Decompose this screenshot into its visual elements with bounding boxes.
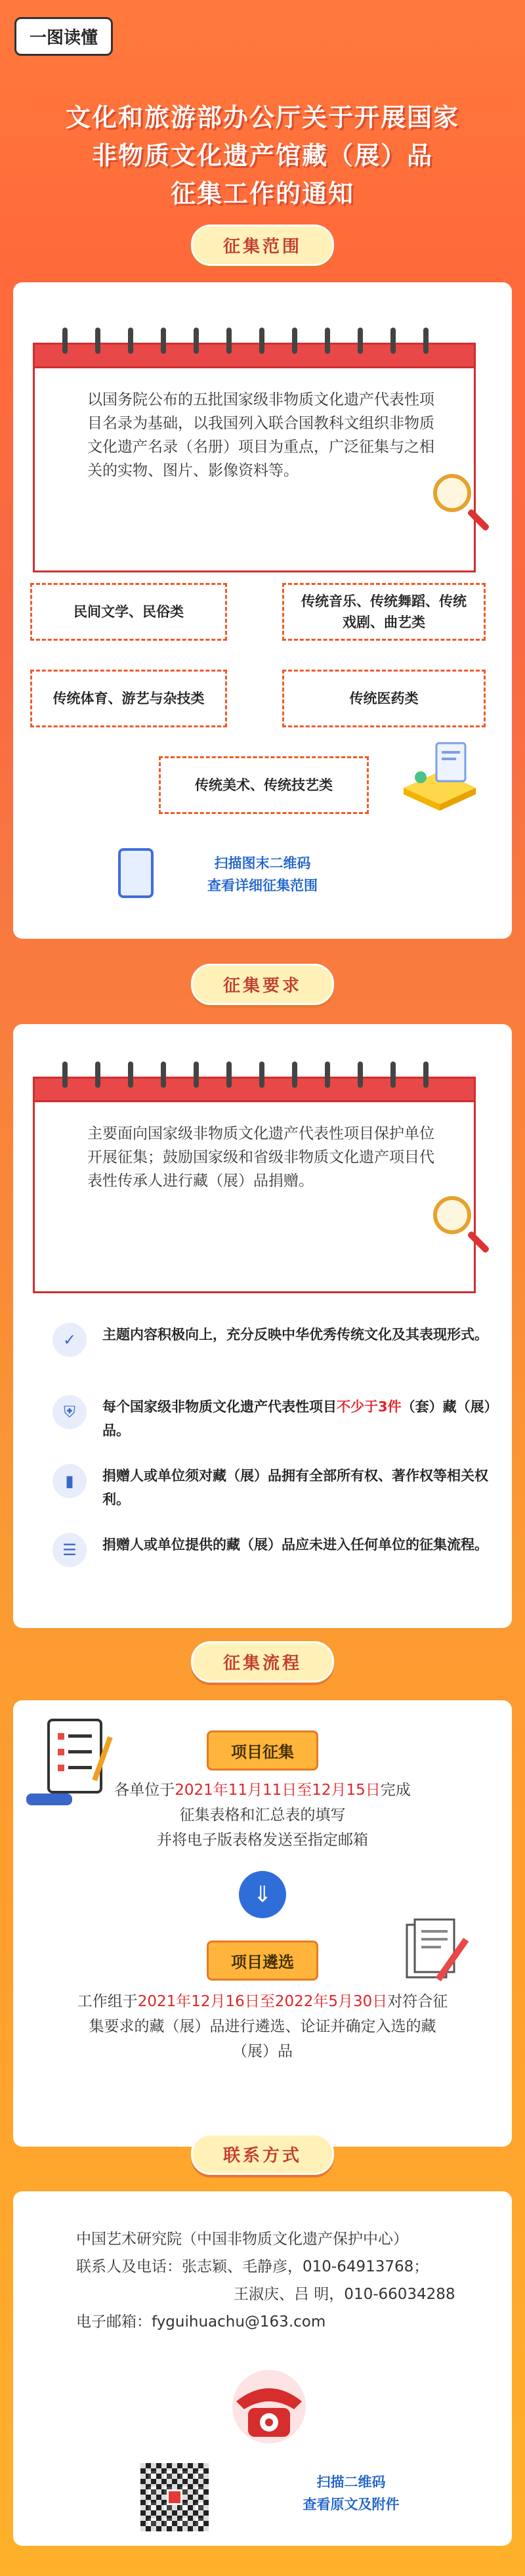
category-medicine: 传统医药类 [282, 670, 486, 727]
contact-details [76, 2225, 455, 2336]
telephone-icon [217, 2369, 322, 2447]
requirement-text: 每个国家级非物质文化遗产代表性项目不少于3件（套）藏（展）品。 [102, 1399, 498, 1438]
section-heading-contact: 联系方式 [191, 2134, 334, 2175]
requirements-card [13, 1024, 512, 1628]
calendar-header-bar [35, 345, 474, 368]
title-line-1: 文化和旅游部办公厅关于开展国家 [65, 103, 459, 132]
requirement-text: 捐赠人或单位须对藏（展）品拥有全部所有权、著作权等相关权利。 [102, 1468, 488, 1507]
step-description-collection: 各单位于2021年11月11日至12月15日完成 征集表格和汇总表的填写 并将电子版表格发送至指定邮箱 [114, 1782, 411, 1849]
requirements-calendar [33, 1077, 476, 1293]
title-line-3: 征集工作的通知 [170, 179, 354, 208]
contact-scan-hint [276, 2471, 427, 2516]
category-music-dance-opera: 传统音乐、传统舞蹈、传统戏剧、曲艺类 [282, 583, 486, 641]
contact-people-2: 王淑庆、吕 明，010-66034288 [234, 2286, 455, 2303]
title-line-2: 非物质文化遗产馆藏（展）品 [91, 141, 433, 170]
requirements-description: 主要面向国家级非物质文化遗产代表性项目保护单位开展征集；鼓励国家级和省级非物质文化遗产项目代表性传承人进行藏（展）品捐赠。 [87, 1125, 434, 1190]
section-heading-requirements: 征集要求 [191, 964, 334, 1005]
process-card [13, 1700, 512, 2147]
requirement-text: 捐赠人或单位提供的藏（展）品应未进入任何单位的征集流程。 [102, 1537, 488, 1553]
category-sports-acrobatics: 传统体育、游艺与杂技类 [30, 670, 227, 727]
scope-calendar [33, 343, 476, 572]
requirement-item [52, 1464, 499, 1511]
thumbs-up-icon: ✓ [52, 1323, 87, 1357]
isometric-illustration-icon [390, 735, 489, 814]
date-range-selection: 2021年12月16日至2022年5月30日 [137, 1993, 388, 2010]
arrow-down-icon: ⇓ [239, 1871, 286, 1918]
shield-icon: ⛨ [52, 1395, 87, 1429]
header-tag: 一图读懂 [14, 17, 113, 56]
contact-org: 中国艺术研究院（中国非物质文化遗产保护中心） [76, 2231, 408, 2248]
magnifier-icon [433, 1196, 471, 1234]
date-range-collection: 2021年11月11日至12月15日 [175, 1782, 381, 1799]
category-arts-crafts: 传统美术、传统技艺类 [159, 756, 369, 814]
requirement-text: 主题内容积极向上，充分反映中华优秀传统文化及其表现形式。 [102, 1327, 488, 1342]
step-label-selection: 项目遴选 [207, 1941, 318, 1981]
step-label-collection: 项目征集 [207, 1730, 318, 1771]
requirement-item [52, 1323, 499, 1357]
scan-hint-line-2: 查看原文及附件 [303, 2497, 400, 2512]
phone-scan-icon [118, 848, 154, 898]
scope-scan-hint[interactable] [184, 852, 341, 897]
scan-hint-line-1: 扫描图末二维码 [214, 855, 311, 871]
contact-people-1: 联系人及电话：张志颖、毛静彦，010-64913768； [76, 2258, 429, 2275]
step-description-selection: 工作组于2021年12月16日至2022年5月30日对符合征集要求的藏（展）品进行遴选、论证并确定入选的藏（展）品 [77, 1993, 448, 2060]
magnifier-icon [433, 474, 471, 512]
category-folk-literature: 民间文学、民俗类 [30, 583, 227, 641]
page-title [0, 98, 525, 213]
scan-hint-line-2: 查看详细征集范围 [207, 878, 318, 893]
contact-card [13, 2191, 512, 2546]
requirement-item [52, 1533, 499, 1567]
bar-chart-icon: ▮ [52, 1464, 87, 1498]
documents-pen-icon [400, 1917, 479, 1989]
scope-card [13, 282, 512, 939]
calendar-header-bar [35, 1079, 474, 1102]
requirement-highlight: 不少于3件 [337, 1399, 402, 1415]
requirement-item [52, 1395, 499, 1442]
scan-hint-line-1: 扫描二维码 [316, 2474, 386, 2490]
document-icon: ☰ [52, 1533, 87, 1567]
contact-email[interactable]: 电子邮箱：fyguihuachu@163.com [76, 2313, 326, 2330]
section-heading-scope: 征集范围 [191, 225, 334, 266]
section-heading-process: 征集流程 [191, 1641, 334, 1683]
qr-code-image[interactable] [138, 2460, 211, 2534]
scope-description: 以国务院公布的五批国家级非物质文化遗产代表性项目名录为基础，以我国列入联合国教科文组织非物质文化遗产名录（名册）项目为重点，广泛征集与之相关的实物、图片、影像资料等。 [87, 391, 434, 479]
